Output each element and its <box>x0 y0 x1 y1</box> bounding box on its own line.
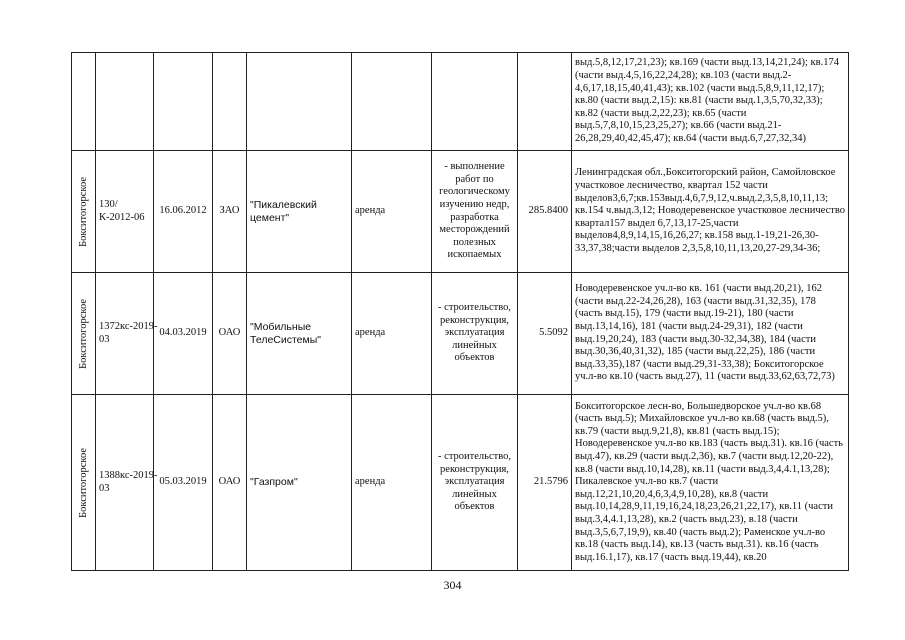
lease-type-cell <box>352 53 432 151</box>
date-cell: 04.03.2019 <box>154 273 213 395</box>
table-row <box>72 151 849 273</box>
legal-form-cell <box>213 53 247 151</box>
purpose-cell <box>432 53 518 151</box>
company-cell: "Пикалевский цемент" <box>247 151 352 273</box>
lease-table <box>71 52 849 571</box>
purpose-cell: - строительство, реконструкция, эксплуатация линейных объектов <box>432 273 518 395</box>
district-cell: Бокситогорское <box>72 151 96 273</box>
lease-number-cell: 130/К-2012-06 <box>96 151 154 273</box>
lease-number-cell: 1388кс-2019-03 <box>96 395 154 571</box>
table-row <box>72 53 849 151</box>
legal-form-cell: ОАО <box>213 273 247 395</box>
lease-number-cell: 1372кс-2019-03 <box>96 273 154 395</box>
date-cell: 16.06.2012 <box>154 151 213 273</box>
legal-form-cell: ОАО <box>213 395 247 571</box>
location-cell: Ленинградская обл.,Бокситогорский район, Самойловское участковое лесничество, квартал 152 части выделов3,6,7;кв.153выд.4,6,7,9,12,ч.выд.2,3,5,8,10,11,13; кв.154 ч.выд.3,12; Новодеревенское участковое лесничество квартал157 выдел 6,7,13,17-25,части выделов4,8,9,14,15,16,26,27; кв.158 выд.1-19,21-26,30-33,37,38;части выделов 2,3,5,8,10,11,13,20,27-29,34-36; <box>572 151 849 273</box>
location-cell: выд.5,8,12,17,21,23); кв.169 (части выд.13,14,21,24); кв.174 (части выд.4,5,16,22,24,28); кв.103 (части выд.2-4,6,17,18,15,40,41,43); кв.102 (части выд.5,8,9,11,12,17); кв.80 (части выд.2,15): кв.81 (части выд.1,3,5,70,32,33); кв.82 (части выд.2,22,23); кв.65 (части выд.5,7,8,10,15,23,25,27); кв.66 (части выд.21-26,28,29,40,42,45,47); кв.64 (части выд.6,7,27,32,34) <box>572 53 849 151</box>
page-number: 304 <box>443 578 462 592</box>
date-cell <box>154 53 213 151</box>
district-cell <box>72 53 96 151</box>
table-row <box>72 273 849 395</box>
lease-type-cell: аренда <box>352 273 432 395</box>
location-cell: Новодеревенское уч.л-во кв. 161 (части выд.20,21), 162 (части выд.22-24,26,28), 163 (части выд.31,32,35), 178 (часть выд.15), 179 (части выд.19-21), 180 (части выд.13,14,16), 181 (части выд.24-29,31), 182 (части выд.19,20,24), 183 (части выд.30-32,34,38), 184 (части выд.30,36,40,31,32), 185 (части выд.22,25), 186 (части выд.33,35),187 (части выд.29,31-33,38); Бокситогорское уч.л-во кв.10 (часть выд.27), 11 (части выд.33,62,63,72,73) <box>572 273 849 395</box>
district-cell: Бокситогорское <box>72 395 96 571</box>
lease-type-cell: аренда <box>352 395 432 571</box>
area-cell: 21.5796 <box>518 395 572 571</box>
district-cell: Бокситогорское <box>72 273 96 395</box>
legal-form-cell: ЗАО <box>213 151 247 273</box>
table-row <box>72 395 849 571</box>
area-cell: 5.5092 <box>518 273 572 395</box>
purpose-cell: - выполнение работ по геологическому изучению недр, разработка месторождений полезных ископаемых <box>432 151 518 273</box>
company-cell: "Газпром" <box>247 395 352 571</box>
company-cell: "Мобильные ТелеСистемы" <box>247 273 352 395</box>
location-cell: Бокситогорское лесн-во, Большедворское уч.л-во кв.68 (часть выд.5); Михайловское уч.л-во кв.68 (часть выд.5), кв.79 (части выд.9,21,8), кв.81 (часть выд.15); Новодеревенское уч.л-во кв.183 (часть выд.31). кв.16 (часть выд.47), кв.29 (части выд.2,36), кв.7 (части выд.12,20-22), кв.8 (части выд.10,14,28), кв.11 (части выд.3,4,4.1,13,28); Пикалевское уч.л-во кв.7 (части выд.12,21,10,20,4,6,3,4,9,10,28), кв.8 (части выд.10,14,28,9,11,19,16,24,18,23,26,21,22,17), кв.11 (части выд.3,4,4.1,13,28), кв.2 (часть выд.23), в.18 (части выд.3,5,6,7,19,9), кв.40 (часть выд.2); Раменское уч.л-во кв.18 (часть выд.14), кв.13 (часть выд.31). кв.16 (часть выд.16.1,17), кв.17 (часть выд.19,44), кв.20 <box>572 395 849 571</box>
date-cell: 05.03.2019 <box>154 395 213 571</box>
area-cell <box>518 53 572 151</box>
lease-number-cell <box>96 53 154 151</box>
purpose-cell: - строительство, реконструкция, эксплуатация линейных объектов <box>432 395 518 571</box>
area-cell: 285.8400 <box>518 151 572 273</box>
company-cell <box>247 53 352 151</box>
lease-type-cell: аренда <box>352 151 432 273</box>
